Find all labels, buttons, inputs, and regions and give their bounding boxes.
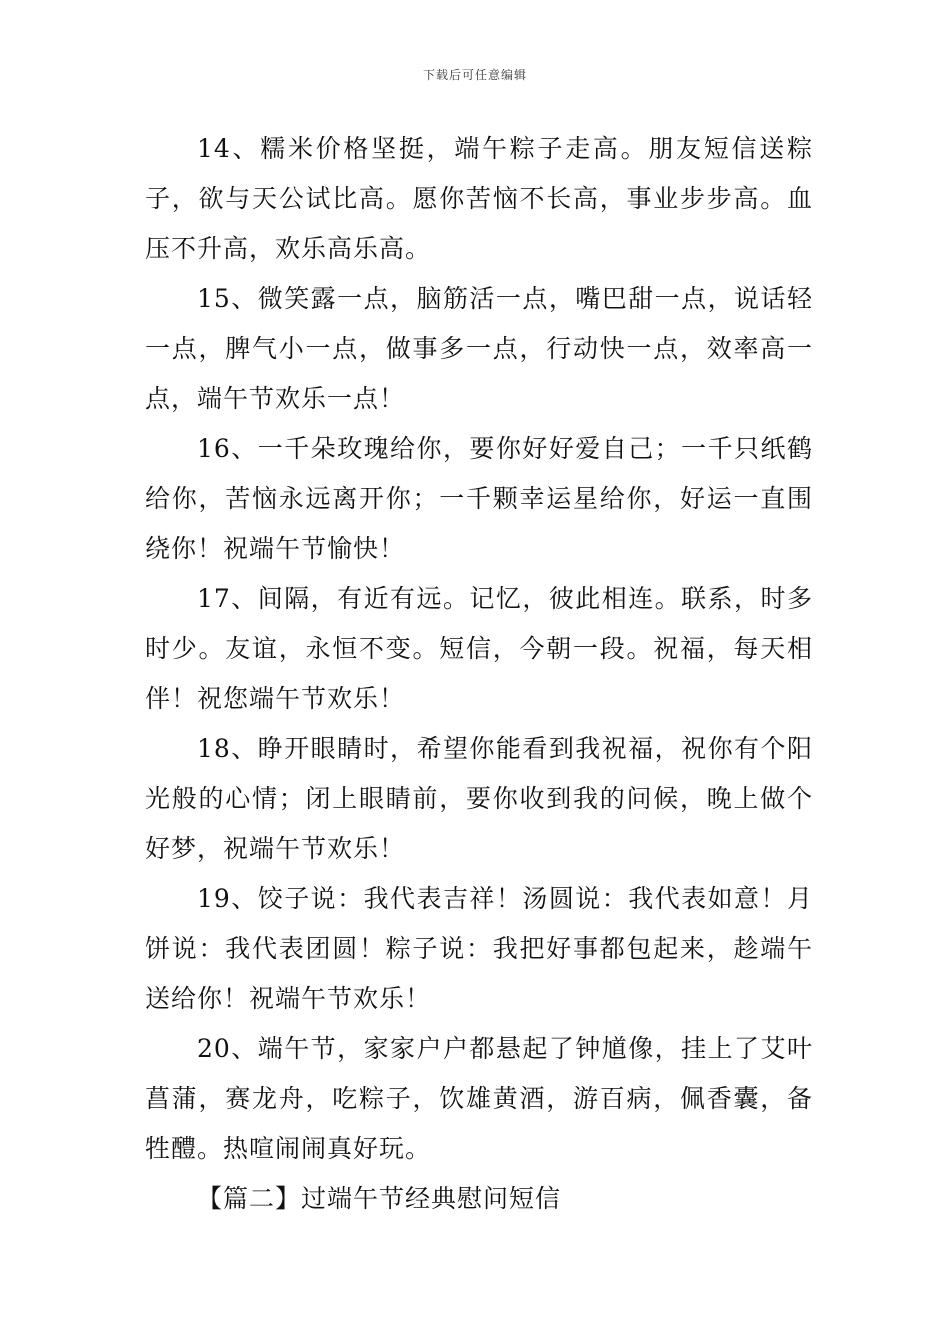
paragraph-19: 19、饺子说：我代表吉祥！汤圆说：我代表如意！月饼说：我代表团圆！粽子说：我把好事都包起来，趁端午送给你！祝端午节欢乐！ [145, 884, 813, 1013]
paragraph-16: 16、一千朵玫瑰给你，要你好好爱自己；一千只纸鹤给你，苦恼永远离开你；一千颗幸运星给你，好运一直围绕你！祝端午节愉快！ [145, 434, 813, 563]
paragraph-14: 14、糯米价格坚挺，端午粽子走高。朋友短信送粽子，欲与天公试比高。愿你苦恼不长高，事业步步高。血压不升高，欢乐高乐高。 [145, 134, 813, 263]
paragraph-20: 20、端午节，家家户户都悬起了钟馗像，挂上了艾叶菖蒲，赛龙舟，吃粽子，饮雄黄酒，游百病，佩香囊，备牲醴。热喧闹闹真好玩。 [145, 1034, 813, 1163]
page-header-note: 下载后可任意编辑 [422, 68, 527, 82]
section-heading: 【篇二】过端午节经典慰问短信 [197, 1184, 562, 1213]
document-body [145, 124, 813, 1224]
paragraph-15: 15、微笑露一点，脑筋活一点，嘴巴甜一点，说话轻一点，脾气小一点，做事多一点，行动快一点，效率高一点，端午节欢乐一点！ [145, 284, 813, 413]
paragraph-18: 18、睁开眼睛时，希望你能看到我祝福，祝你有个阳光般的心情；闭上眼睛前，要你收到我的问候，晚上做个好梦，祝端午节欢乐！ [145, 734, 813, 863]
paragraph-17: 17、间隔，有近有远。记忆，彼此相连。联系，时多时少。友谊，永恒不变。短信，今朝一段。祝福，每天相伴！祝您端午节欢乐！ [145, 584, 813, 713]
